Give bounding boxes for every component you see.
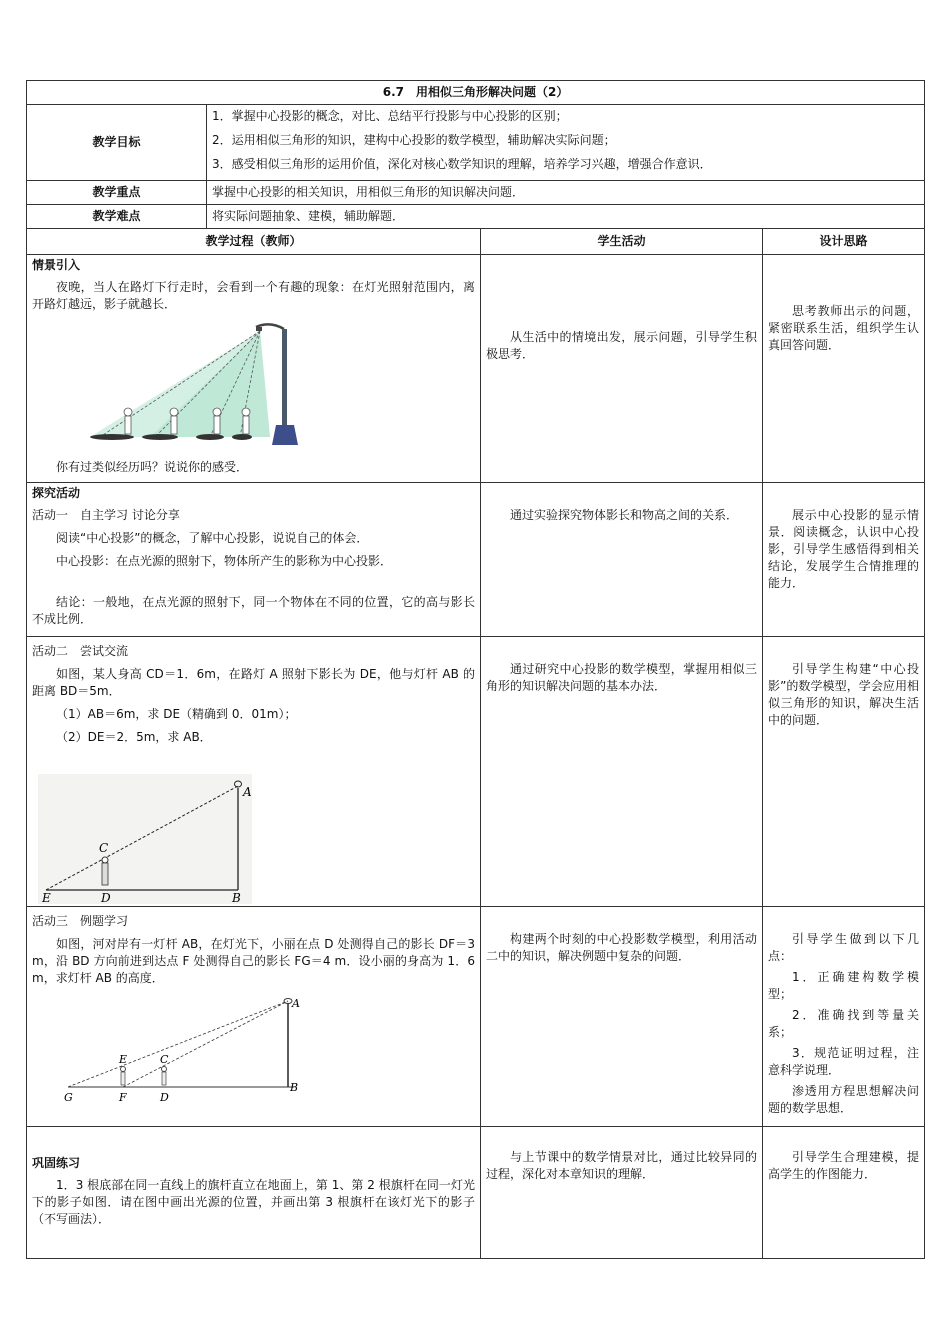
activity3-design <box>763 907 925 1127</box>
explore-design <box>763 483 925 637</box>
label-d: D <box>101 891 111 904</box>
label-b: B <box>232 891 241 904</box>
activity3-design-item: 3．规范证明过程，注意科学说理． <box>768 1046 920 1077</box>
activity3-cell <box>27 907 481 1127</box>
activity2-question-1: （1）AB＝6m，求 DE（精确到 0．01m）； <box>56 707 297 721</box>
intro-student <box>481 255 763 483</box>
label-f: F <box>119 1091 127 1104</box>
central-projection-definition: 中心投影：在点光源的照射下，物体所产生的影称为中心投影． <box>56 554 393 568</box>
page-title: 6.7 用相似三角形解决问题（2） <box>27 81 925 105</box>
label-b: B <box>290 1081 299 1094</box>
activity2-cell <box>27 637 481 907</box>
objectives-content <box>207 105 925 181</box>
header-design: 设计思路 <box>763 229 925 255</box>
activity3-design-item: 渗透用方程思想解决问题的数学思想． <box>768 1084 920 1115</box>
explore-student-text: 通过实验探究物体影长和物高之间的关系． <box>510 508 739 522</box>
activity2-student <box>481 637 763 907</box>
practice-student <box>481 1127 763 1259</box>
label-e: E <box>119 1053 128 1066</box>
lesson-plan <box>26 80 924 1259</box>
label-d: D <box>160 1091 169 1104</box>
practice-problem: 1．3 根底部在同一直线上的旗杆直立在地面上，第 1、第 2 根旗杆在同一灯光下的影子如图．请在图中画出光源的位置，并画出第 3 根旗杆在该灯光下的影子（不写画法）． <box>32 1178 475 1226</box>
activity3-design-item: 1．正确建构数学模型； <box>768 970 920 1001</box>
explore-cell <box>27 483 481 637</box>
practice-heading: 巩固练习 <box>32 1156 81 1170</box>
explore-paragraph: 阅读“中心投影”的概念，了解中心投影，说说自己的体会． <box>56 531 369 545</box>
activity3-problem: 如图，河对岸有一灯杆 AB，在灯光下，小丽在点 D 处测得自己的影长 DF＝3 m，沿 BD 方向前进到达点 F 处测得自己的影长 FG＝4 m．设小丽的身高为 1．6 m，求灯杆 AB 的高度． <box>32 937 475 985</box>
intro-design <box>763 255 925 483</box>
intro-cell <box>27 255 481 483</box>
activity3-design-item: 引导学生做到以下几点： <box>768 932 920 963</box>
label-e: E <box>42 891 51 904</box>
objective-item: 2．运用相似三角形的知识，建构中心投影的数学模型，辅助解决实际问题； <box>212 133 616 147</box>
difficulty-text: 将实际问题抽象、建模，辅助解题． <box>207 205 925 229</box>
intro-paragraph: 夜晚，当人在路灯下行走时，会看到一个有趣的现象：在灯光照射范围内，离开路灯越远，影子就越长． <box>32 280 475 311</box>
activity2-heading: 活动二 尝试交流 <box>32 644 129 658</box>
difficulty-label: 教学难点 <box>27 205 207 229</box>
activity2-problem: 如图，某人身高 CD＝1．6m，在路灯 A 照射下影长为 DE，他与灯杆 AB 的距离 BD＝5m． <box>32 667 475 698</box>
label-a: A <box>292 997 300 1010</box>
activity3-heading: 活动三 例题学习 <box>32 914 129 928</box>
header-teacher: 教学过程（教师） <box>27 229 481 255</box>
activity3-design-item: 2．准确找到等量关系； <box>768 1008 920 1039</box>
river-lamp-figure <box>62 997 342 1109</box>
activity2-student-text: 通过研究中心投影的数学模型，掌握用相似三角形的知识解决问题的基本办法． <box>486 662 757 693</box>
intro-heading: 情景引入 <box>32 258 81 272</box>
key-point-label: 教学重点 <box>27 181 207 205</box>
lamp-shadow-figure <box>38 774 252 904</box>
practice-design-text: 引导学生合理建模，提高学生的作图能力． <box>768 1150 920 1181</box>
explore-conclusion: 结论：一般地，在点光源的照射下，同一个物体在不同的位置，它的高与影长不成比例． <box>32 595 475 626</box>
objectives-label: 教学目标 <box>27 105 207 181</box>
practice-student-text: 与上节课中的数学情景对比，通过比较异同的过程，深化对本章知识的理解． <box>486 1150 757 1181</box>
activity2-design-text: 引导学生构建“中心投影”的数学模型，学会应用相似三角形的知识，解决生活中的问题． <box>768 662 920 727</box>
activity2-question-2: （2）DE＝2．5m，求 AB． <box>56 730 212 744</box>
explore-design-text: 展示中心投影的显示情景．阅读概念，认识中心投影，引导学生感悟得到相关结论，发展学生合情推理的能力． <box>768 508 920 590</box>
label-c: C <box>160 1053 169 1066</box>
practice-cell <box>27 1127 481 1259</box>
activity3-student <box>481 907 763 1127</box>
label-g: G <box>64 1091 73 1104</box>
intro-question: 你有过类似经历吗？说说你的感受． <box>56 460 249 474</box>
explore-student <box>481 483 763 637</box>
header-student: 学生活动 <box>481 229 763 255</box>
objective-item: 3．感受相似三角形的运用价值，深化对核心数学知识的理解，培养学习兴趣，增强合作意识． <box>212 157 712 171</box>
activity2-design <box>763 637 925 907</box>
label-c: C <box>99 841 109 855</box>
intro-student-text: 从生活中的情境出发，展示问题，引导学生积极思考． <box>486 329 757 361</box>
activity3-student-text: 构建两个时刻的中心投影数学模型，利用活动二中的知识，解决例题中复杂的问题． <box>486 932 757 963</box>
key-point-text: 掌握中心投影的相关知识，用相似三角形的知识解决问题． <box>207 181 925 205</box>
explore-heading: 探究活动 <box>32 486 81 500</box>
objective-item: 1．掌握中心投影的概念，对比、总结平行投影与中心投影的区别； <box>212 109 568 123</box>
explore-activity-title: 活动一 自主学习 讨论分享 <box>32 508 180 522</box>
label-a: A <box>243 785 252 799</box>
lesson-plan-table <box>26 80 925 1259</box>
streetlight-figure <box>70 319 306 445</box>
practice-design <box>763 1127 925 1259</box>
intro-design-text: 思考教师出示的问题，紧密联系生活，组织学生认真回答问题． <box>768 304 920 352</box>
